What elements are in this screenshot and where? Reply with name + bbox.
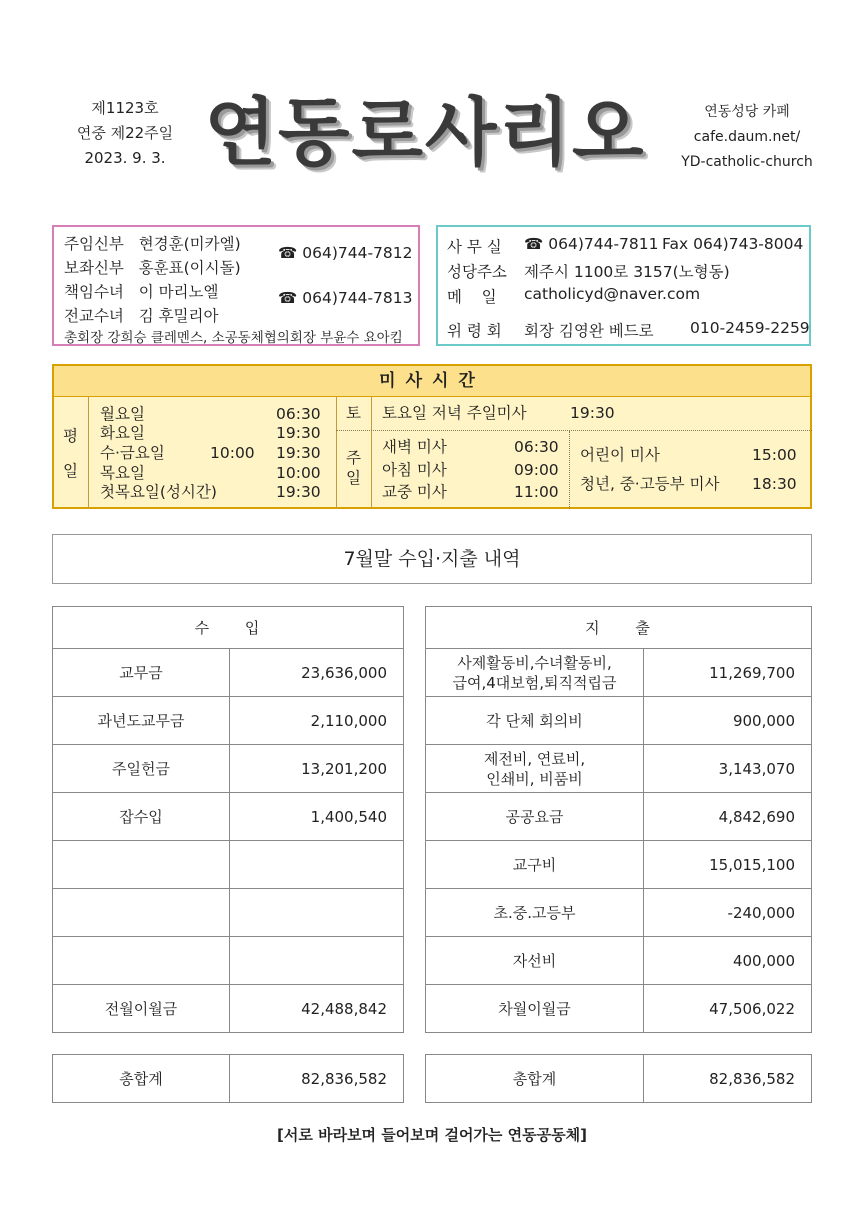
weekday-day: 수·금요일 (100, 444, 165, 462)
staff-box (52, 225, 420, 346)
issue-number: 제1123호 (91, 99, 159, 117)
expense-label: 차월이월금 (426, 985, 644, 1033)
income-amount: 23,636,000 (230, 649, 404, 697)
office-phone: ☎ 064)744-7811 (524, 235, 659, 253)
income-label: 주일헌금 (53, 745, 230, 793)
expense-amount: -240,000 (644, 889, 812, 937)
cafe-url-line1[interactable]: cafe.daum.net/ (693, 129, 801, 145)
expense-label (426, 649, 644, 697)
committee-label: 위 령 회 (447, 322, 502, 340)
weekday-time: 19:30 (276, 444, 321, 462)
income-label: 교무금 (53, 649, 230, 697)
divider (88, 397, 89, 509)
pastor-name: 현경훈(미카엘) (138, 235, 241, 253)
income-amount: 13,201,200 (230, 745, 404, 793)
report-title: 7월말 수입·지출 내역 (52, 534, 812, 584)
weekday-day: 첫목요일(성시간) (100, 483, 217, 501)
mass-times-box (52, 364, 812, 509)
table-row (426, 889, 812, 937)
expense-table (425, 606, 812, 1033)
income-total-amount: 82,836,582 (230, 1055, 404, 1103)
weekday-day: 화요일 (100, 424, 145, 442)
expense-label-line1: 제전비, 연료비, (483, 749, 586, 768)
cafe-url-line2[interactable]: YD-catholic-church (681, 154, 813, 170)
office-label: 사 무 실 (447, 238, 502, 256)
income-amount (230, 889, 404, 937)
expense-label-line1: 사제활동비,수녀활동비, (457, 653, 612, 672)
expense-amount: 900,000 (644, 697, 812, 745)
table-row (53, 745, 404, 793)
table-row (426, 841, 812, 889)
weekday-day: 월요일 (100, 405, 145, 423)
table-row (53, 985, 404, 1033)
sister2-row (64, 304, 218, 326)
sister1-row (64, 280, 218, 302)
income-amount: 1,400,540 (230, 793, 404, 841)
income-label (53, 841, 230, 889)
phone-1: ☎ 064)744-7812 (278, 244, 413, 262)
table-row (53, 793, 404, 841)
table-row (426, 937, 812, 985)
council-line: 총회장 강희승 클레멘스, 소공동체협의회장 부윤수 요아킴 (64, 330, 403, 346)
sunday-mass: 아침 미사 (382, 461, 447, 479)
table-row (426, 793, 812, 841)
table-row (53, 841, 404, 889)
sunday-label-2: 일 (346, 469, 361, 487)
sister1-name: 이 마리노엘 (138, 283, 219, 301)
divider (569, 431, 570, 509)
sister1-role: 책임수녀 (64, 283, 124, 301)
sunday-extra-time: 15:00 (752, 446, 797, 464)
income-label (53, 937, 230, 985)
income-label: 잡수입 (53, 793, 230, 841)
assistant-name: 홍훈표(이시돌) (138, 259, 241, 277)
income-label: 과년도교무금 (53, 697, 230, 745)
sunday-extra-mass: 청년, 중·고등부 미사 (580, 475, 720, 493)
weekday-time: 19:30 (276, 424, 321, 442)
expense-amount: 11,269,700 (644, 649, 812, 697)
income-header: 수 입 (53, 607, 404, 649)
saturday-label: 토 (346, 404, 361, 422)
table-row (53, 649, 404, 697)
table-row (53, 889, 404, 937)
expense-label-line2: 인쇄비, 비품비 (486, 769, 583, 788)
assistant-role: 보좌신부 (64, 259, 124, 277)
expense-header: 지 출 (426, 607, 812, 649)
expense-label (426, 745, 644, 793)
issue-info (60, 96, 190, 171)
saturday-time: 19:30 (570, 404, 615, 422)
weekday-day: 목요일 (100, 464, 145, 482)
sunday-label-1: 주 (346, 449, 361, 467)
phone-2: ☎ 064)744-7813 (278, 289, 413, 307)
divider (336, 397, 337, 509)
email-label: 메 일 (447, 288, 497, 306)
table-row (426, 697, 812, 745)
committee-phone: 010-2459-2259 (690, 319, 810, 337)
sister2-name: 김 후밀리아 (138, 307, 219, 325)
expense-amount: 400,000 (644, 937, 812, 985)
office-fax: Fax 064)743-8004 (662, 235, 804, 253)
weekday-time: 06:30 (276, 405, 321, 423)
sunday-mass: 새벽 미사 (382, 438, 447, 456)
cafe-info (662, 100, 832, 175)
email[interactable]: catholicyd@naver.com (524, 285, 701, 303)
expense-total-amount: 82,836,582 (644, 1055, 812, 1103)
weekday-time: 10:00 (276, 464, 321, 482)
masthead-title: 연동로사리오 (204, 90, 646, 176)
income-amount (230, 841, 404, 889)
expense-amount: 15,015,100 (644, 841, 812, 889)
expense-label: 공공요금 (426, 793, 644, 841)
office-box (436, 225, 811, 346)
sunday-time: 09:00 (514, 461, 559, 479)
address: 제주시 1100로 3157(노형동) (524, 263, 730, 281)
issue-date: 2023. 9. 3. (84, 149, 166, 167)
weekday-label-2: 일 (63, 462, 78, 480)
saturday-mass: 토요일 저녁 주일미사 (382, 404, 527, 422)
sunday-extra-time: 18:30 (752, 475, 797, 493)
divider (371, 397, 372, 509)
weekday-time: 19:30 (276, 483, 321, 501)
expense-total-label: 총합계 (426, 1055, 644, 1103)
income-label (53, 889, 230, 937)
divider (336, 430, 812, 431)
sunday-extra-mass: 어린이 미사 (580, 446, 660, 464)
expense-amount: 47,506,022 (644, 985, 812, 1033)
income-total-table (52, 1054, 404, 1103)
pastor-row (64, 232, 241, 254)
income-table (52, 606, 404, 1033)
cafe-name: 연동성당 카페 (704, 104, 790, 120)
sunday-time: 11:00 (514, 483, 559, 501)
table-row (426, 649, 812, 697)
table-row (53, 697, 404, 745)
liturgical-week: 연중 제22주일 (76, 124, 174, 142)
sister2-role: 전교수녀 (64, 307, 124, 325)
income-total-label: 총합계 (53, 1055, 230, 1103)
weekday-time-morning: 10:00 (210, 444, 255, 462)
committee-head: 회장 김영완 베드로 (524, 322, 654, 340)
mass-times-title: 미사시간 (54, 366, 810, 397)
expense-amount: 4,842,690 (644, 793, 812, 841)
table-row (426, 985, 812, 1033)
income-amount: 2,110,000 (230, 697, 404, 745)
expense-total-table (425, 1054, 812, 1103)
sunday-time: 06:30 (514, 438, 559, 456)
expense-label: 교구비 (426, 841, 644, 889)
income-amount (230, 937, 404, 985)
table-row (426, 745, 812, 793)
expense-label: 자선비 (426, 937, 644, 985)
expense-label-line2: 급여,4대보험,퇴직적립금 (452, 673, 617, 692)
sunday-mass: 교중 미사 (382, 483, 447, 501)
table-row (53, 937, 404, 985)
expense-label: 각 단체 회의비 (426, 697, 644, 745)
address-label: 성당주소 (447, 263, 507, 281)
income-amount: 42,488,842 (230, 985, 404, 1033)
pastor-role: 주임신부 (64, 235, 124, 253)
income-label: 전월이월금 (53, 985, 230, 1033)
expense-label: 초.중.고등부 (426, 889, 644, 937)
weekday-label-1: 평 (63, 427, 78, 445)
expense-amount: 3,143,070 (644, 745, 812, 793)
footer-motto: [서로 바라보며 들어보며 걸어가는 연동공동체] (277, 1126, 587, 1144)
assistant-row (64, 256, 241, 278)
